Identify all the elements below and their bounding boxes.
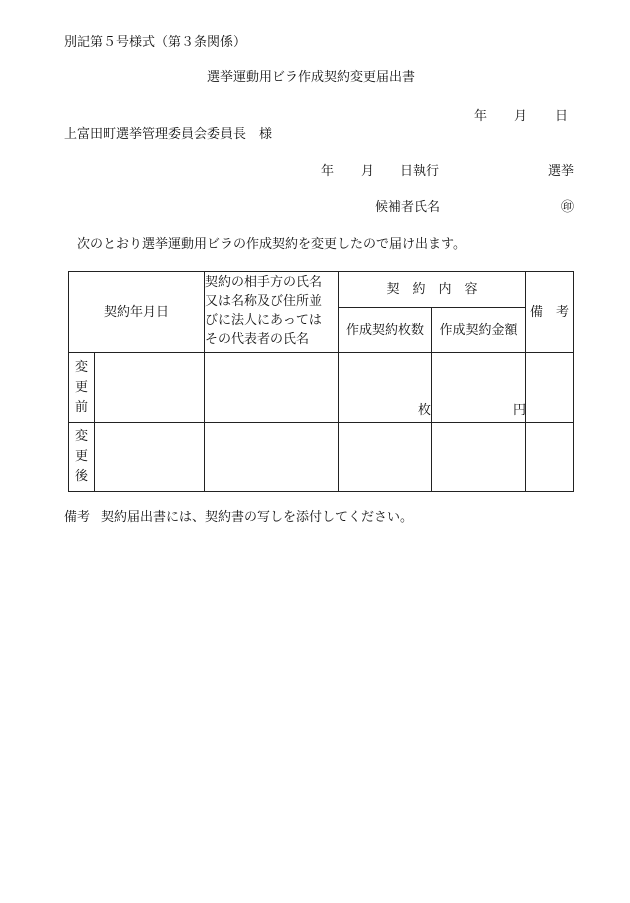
submission-date-year: 年 — [474, 109, 488, 124]
addressee: 上富田町選挙管理委員会委員長 様 — [64, 127, 273, 142]
row-label-char: 変 — [74, 429, 88, 444]
row-label-char: 後 — [74, 469, 88, 484]
header-partner-line: 又は名称及び住所並 — [205, 294, 323, 309]
header-contract-date: 契約年月日 — [103, 304, 169, 320]
intro-statement: 次のとおり選挙運動用ビラの作成契約を変更したので届け出ます。 — [77, 237, 466, 252]
row-divider — [68, 422, 574, 423]
header-contract-amount: 作成契約金額 — [439, 322, 518, 338]
table-border-right — [573, 271, 574, 492]
unit-yen: 円 — [513, 403, 527, 418]
header-partner-line: 契約の相手方の氏名 — [205, 275, 323, 290]
submission-date-day: 日 — [555, 109, 569, 124]
contract-change-table — [68, 271, 574, 492]
header-contract-partner — [205, 273, 337, 349]
form-number: 別記第５号様式（第３条関係） — [64, 35, 247, 50]
notes-text: 契約届出書には、契約書の写しを添付してください。 — [101, 510, 414, 525]
row-label-divider — [94, 352, 95, 492]
candidate-name-label: 候補者氏名 — [375, 200, 441, 215]
header-bottom-line — [68, 352, 574, 353]
table-border-bottom — [68, 491, 574, 492]
header-remarks: 備 考 — [529, 304, 569, 320]
row-label-after-change — [69, 423, 94, 491]
row-label-char: 更 — [74, 449, 88, 464]
row-label-char: 更 — [74, 379, 88, 395]
row-label-char: 前 — [74, 399, 88, 415]
seal-mark-icon: ㊞ — [561, 200, 575, 215]
submission-date-month: 月 — [514, 109, 528, 124]
row-label-char: 変 — [74, 359, 88, 375]
election-name-label: 選挙 — [548, 164, 575, 179]
row-label-before-change — [69, 353, 94, 422]
header-partner-line: その代表者の氏名 — [205, 332, 310, 347]
election-date-year: 年 — [321, 164, 335, 179]
election-date-month: 月 — [361, 164, 375, 179]
document-title: 選挙運動用ビラ作成契約変更届出書 — [207, 70, 416, 85]
header-contract-content: 契 約 内 容 — [386, 282, 478, 297]
unit-sheets: 枚 — [418, 403, 432, 418]
election-date-day: 日執行 — [400, 164, 440, 179]
header-sheet-count: 作成契約枚数 — [345, 322, 424, 338]
header-partner-line: びに法人にあっては — [205, 313, 322, 328]
notes-label: 備考 — [64, 510, 91, 525]
